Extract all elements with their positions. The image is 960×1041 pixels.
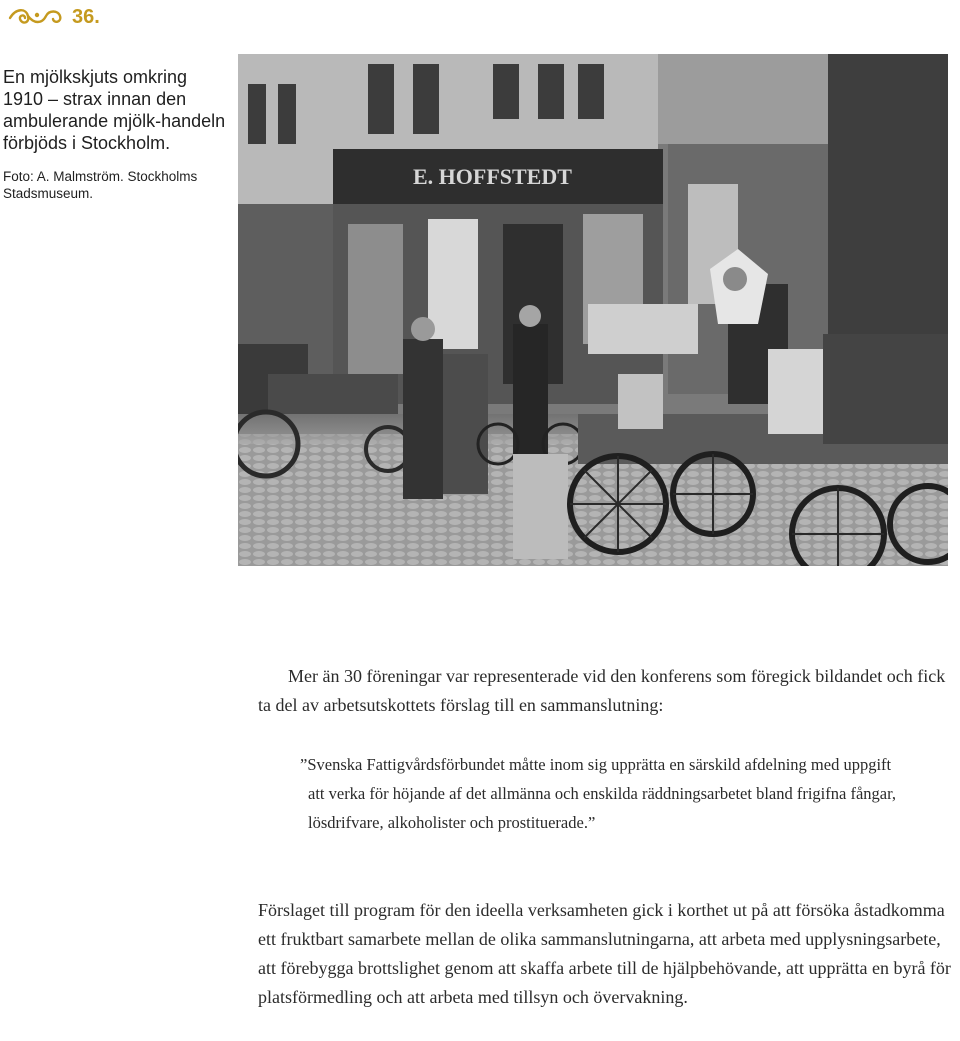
page-header [8,4,100,30]
paragraph-1: Mer än 30 föreningar var representerade vid den konferens som föregick bildandet och fick ta del av arbetsutskottets förslag till en sammanslutning: [258,666,946,715]
historical-photo [238,54,948,566]
shop-sign: E. HOFFSTEDT [413,164,572,189]
photo-caption [3,66,231,202]
paragraph-2: Förslaget till program för den ideella verksamheten gick i korthet ut på att försöka åstadkomma ett fruktbart samarbete mellan de olika sammanslutningarna, att arbeta med upplysningsarbete, att förebygga brottslighet genom att skaffa arbete till de hjälpbehövande, att upprätta en byrå för platsförmedling och att arbeta med tillsyn och övervakning. [258,900,951,1007]
ornament-icon [8,6,64,28]
photo-credit: Foto: A. Malmström. Stockholms Stadsmuseum. [3,169,198,201]
quote-block: ”Svenska Fattigvårdsförbundet måtte inom sig upprätta en särskild afdelning med uppgift att verka för höjande af det allmänna och enskilda räddningsarbetet bland frigifna fångar, lösdrifvare, alkoholister och prostituerade.” [300,755,897,832]
caption-text: En mjölkskjuts omkring 1910 – strax innan den ambulerande mjölk-handeln förbjöds i Stockholm. [3,67,226,153]
page-number: 36. [72,5,100,28]
